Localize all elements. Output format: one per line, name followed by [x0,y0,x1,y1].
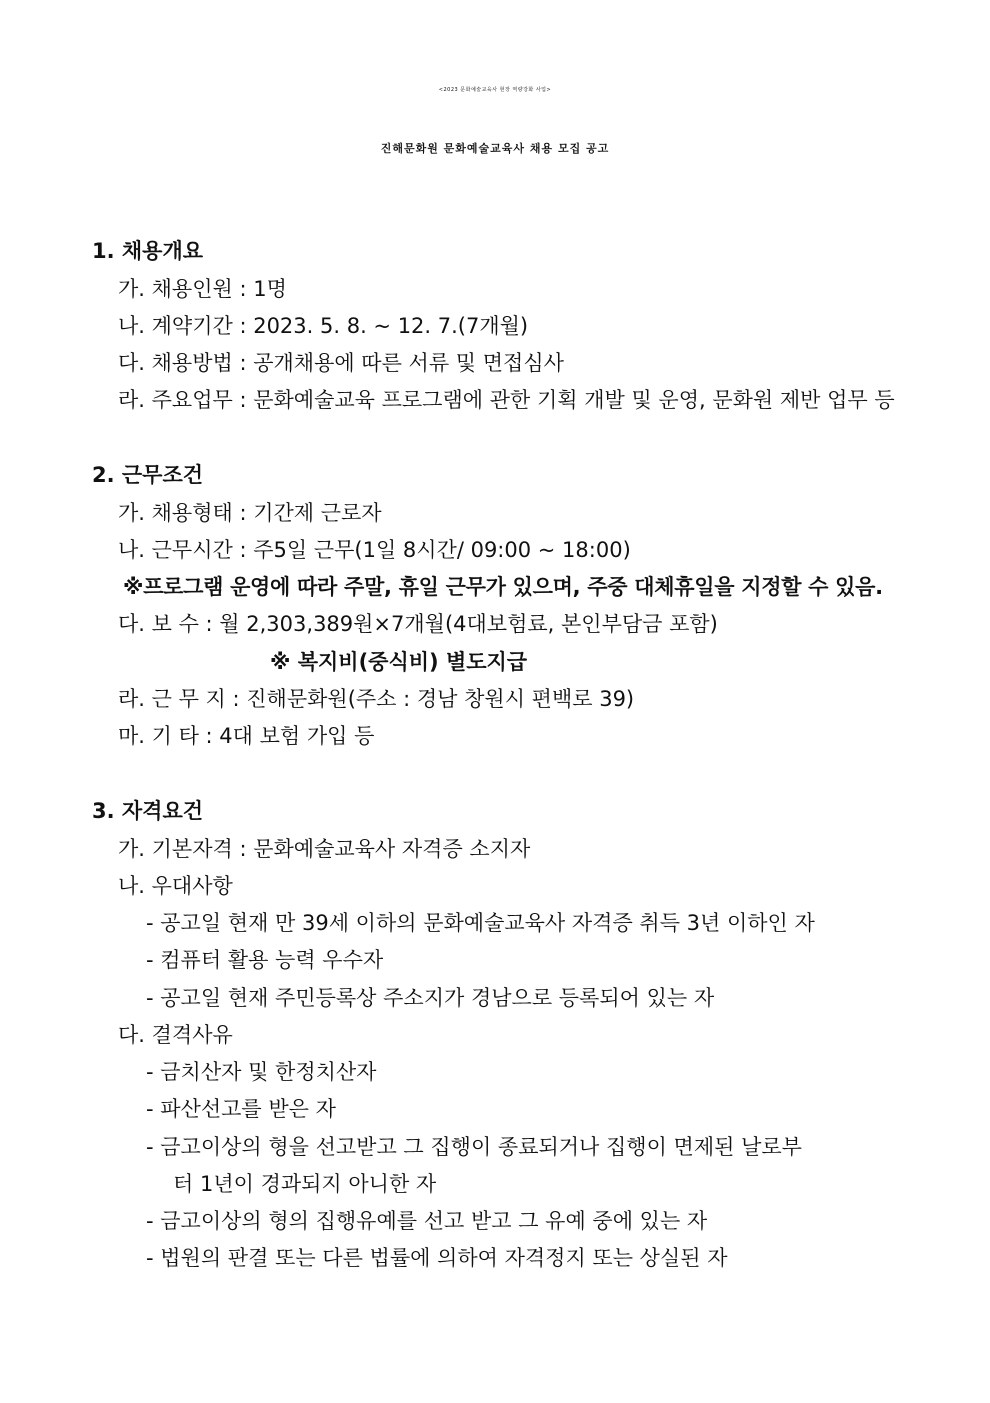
weekend-work-note: ※프로그램 운영에 따라 주말, 휴일 근무가 있으며, 주중 대체휴일을 지정할 수 있음. [123,575,883,599]
disqualification-item: - 금고이상의 형의 집행유예를 선고 받고 그 유예 중에 있는 자 [146,1209,708,1233]
overview-item-headcount: 가. 채용인원 : 1명 [118,277,287,301]
preference-item: - 공고일 현재 만 39세 이하의 문화예술교육사 자격증 취득 3년 이하인 자 [146,911,815,935]
disqualification-label: 다. 결격사유 [118,1023,233,1047]
disqualification-item: - 파산선고를 받은 자 [146,1097,336,1121]
section-heading-conditions: 2. 근무조건 [92,463,204,487]
welfare-pay-note: ※ 복지비(중식비) 별도지급 [270,650,528,674]
conditions-item-work-hours: 나. 근무시간 : 주5일 근무(1일 8시간/ 09:00 ~ 18:00) [118,538,631,562]
conditions-item-location: 라. 근 무 지 : 진해문화원(주소 : 경남 창원시 편백로 39) [118,687,635,711]
overview-item-main-duties: 라. 주요업무 : 문화예술교육 프로그램에 관한 기획 개발 및 운영, 문화원 제반 업무 등 [118,388,895,412]
preference-item: - 공고일 현재 주민등록상 주소지가 경남으로 등록되어 있는 자 [146,986,715,1010]
disqualification-item: - 법원의 판결 또는 다른 법률에 의하여 자격정지 또는 상실된 자 [146,1246,728,1270]
disqualification-item: - 금치산자 및 한정치산자 [146,1060,377,1084]
overview-item-hiring-method: 다. 채용방법 : 공개채용에 따른 서류 및 면접심사 [118,351,564,375]
project-subtitle: <2023 문화예술교육사 현장 역량강화 사업> [438,87,552,93]
disqualification-item: - 금고이상의 형을 선고받고 그 집행이 종료되거나 집행이 면제된 날로부 [146,1135,802,1159]
section-heading-qualifications: 3. 자격요건 [92,799,204,823]
page-title: 진해문화원 문화예술교육사 채용 모집 공고 [380,142,610,155]
conditions-item-etc: 마. 기 타 : 4대 보험 가입 등 [118,724,375,748]
section-heading-overview: 1. 채용개요 [92,239,204,263]
conditions-item-employment-type: 가. 채용형태 : 기간제 근로자 [118,501,382,525]
preference-label: 나. 우대사항 [118,874,233,898]
conditions-item-pay: 다. 보 수 : 월 2,303,389원×7개월(4대보험료, 본인부담금 포함) [118,612,718,636]
qualification-basic: 가. 기본자격 : 문화예술교육사 자격증 소지자 [118,837,531,861]
preference-item: - 컴퓨터 활용 능력 우수자 [146,948,384,972]
disqualification-item-continuation: 터 1년이 경과되지 아니한 자 [173,1172,437,1196]
overview-item-contract-period: 나. 계약기간 : 2023. 5. 8. ~ 12. 7.(7개월) [118,314,529,338]
